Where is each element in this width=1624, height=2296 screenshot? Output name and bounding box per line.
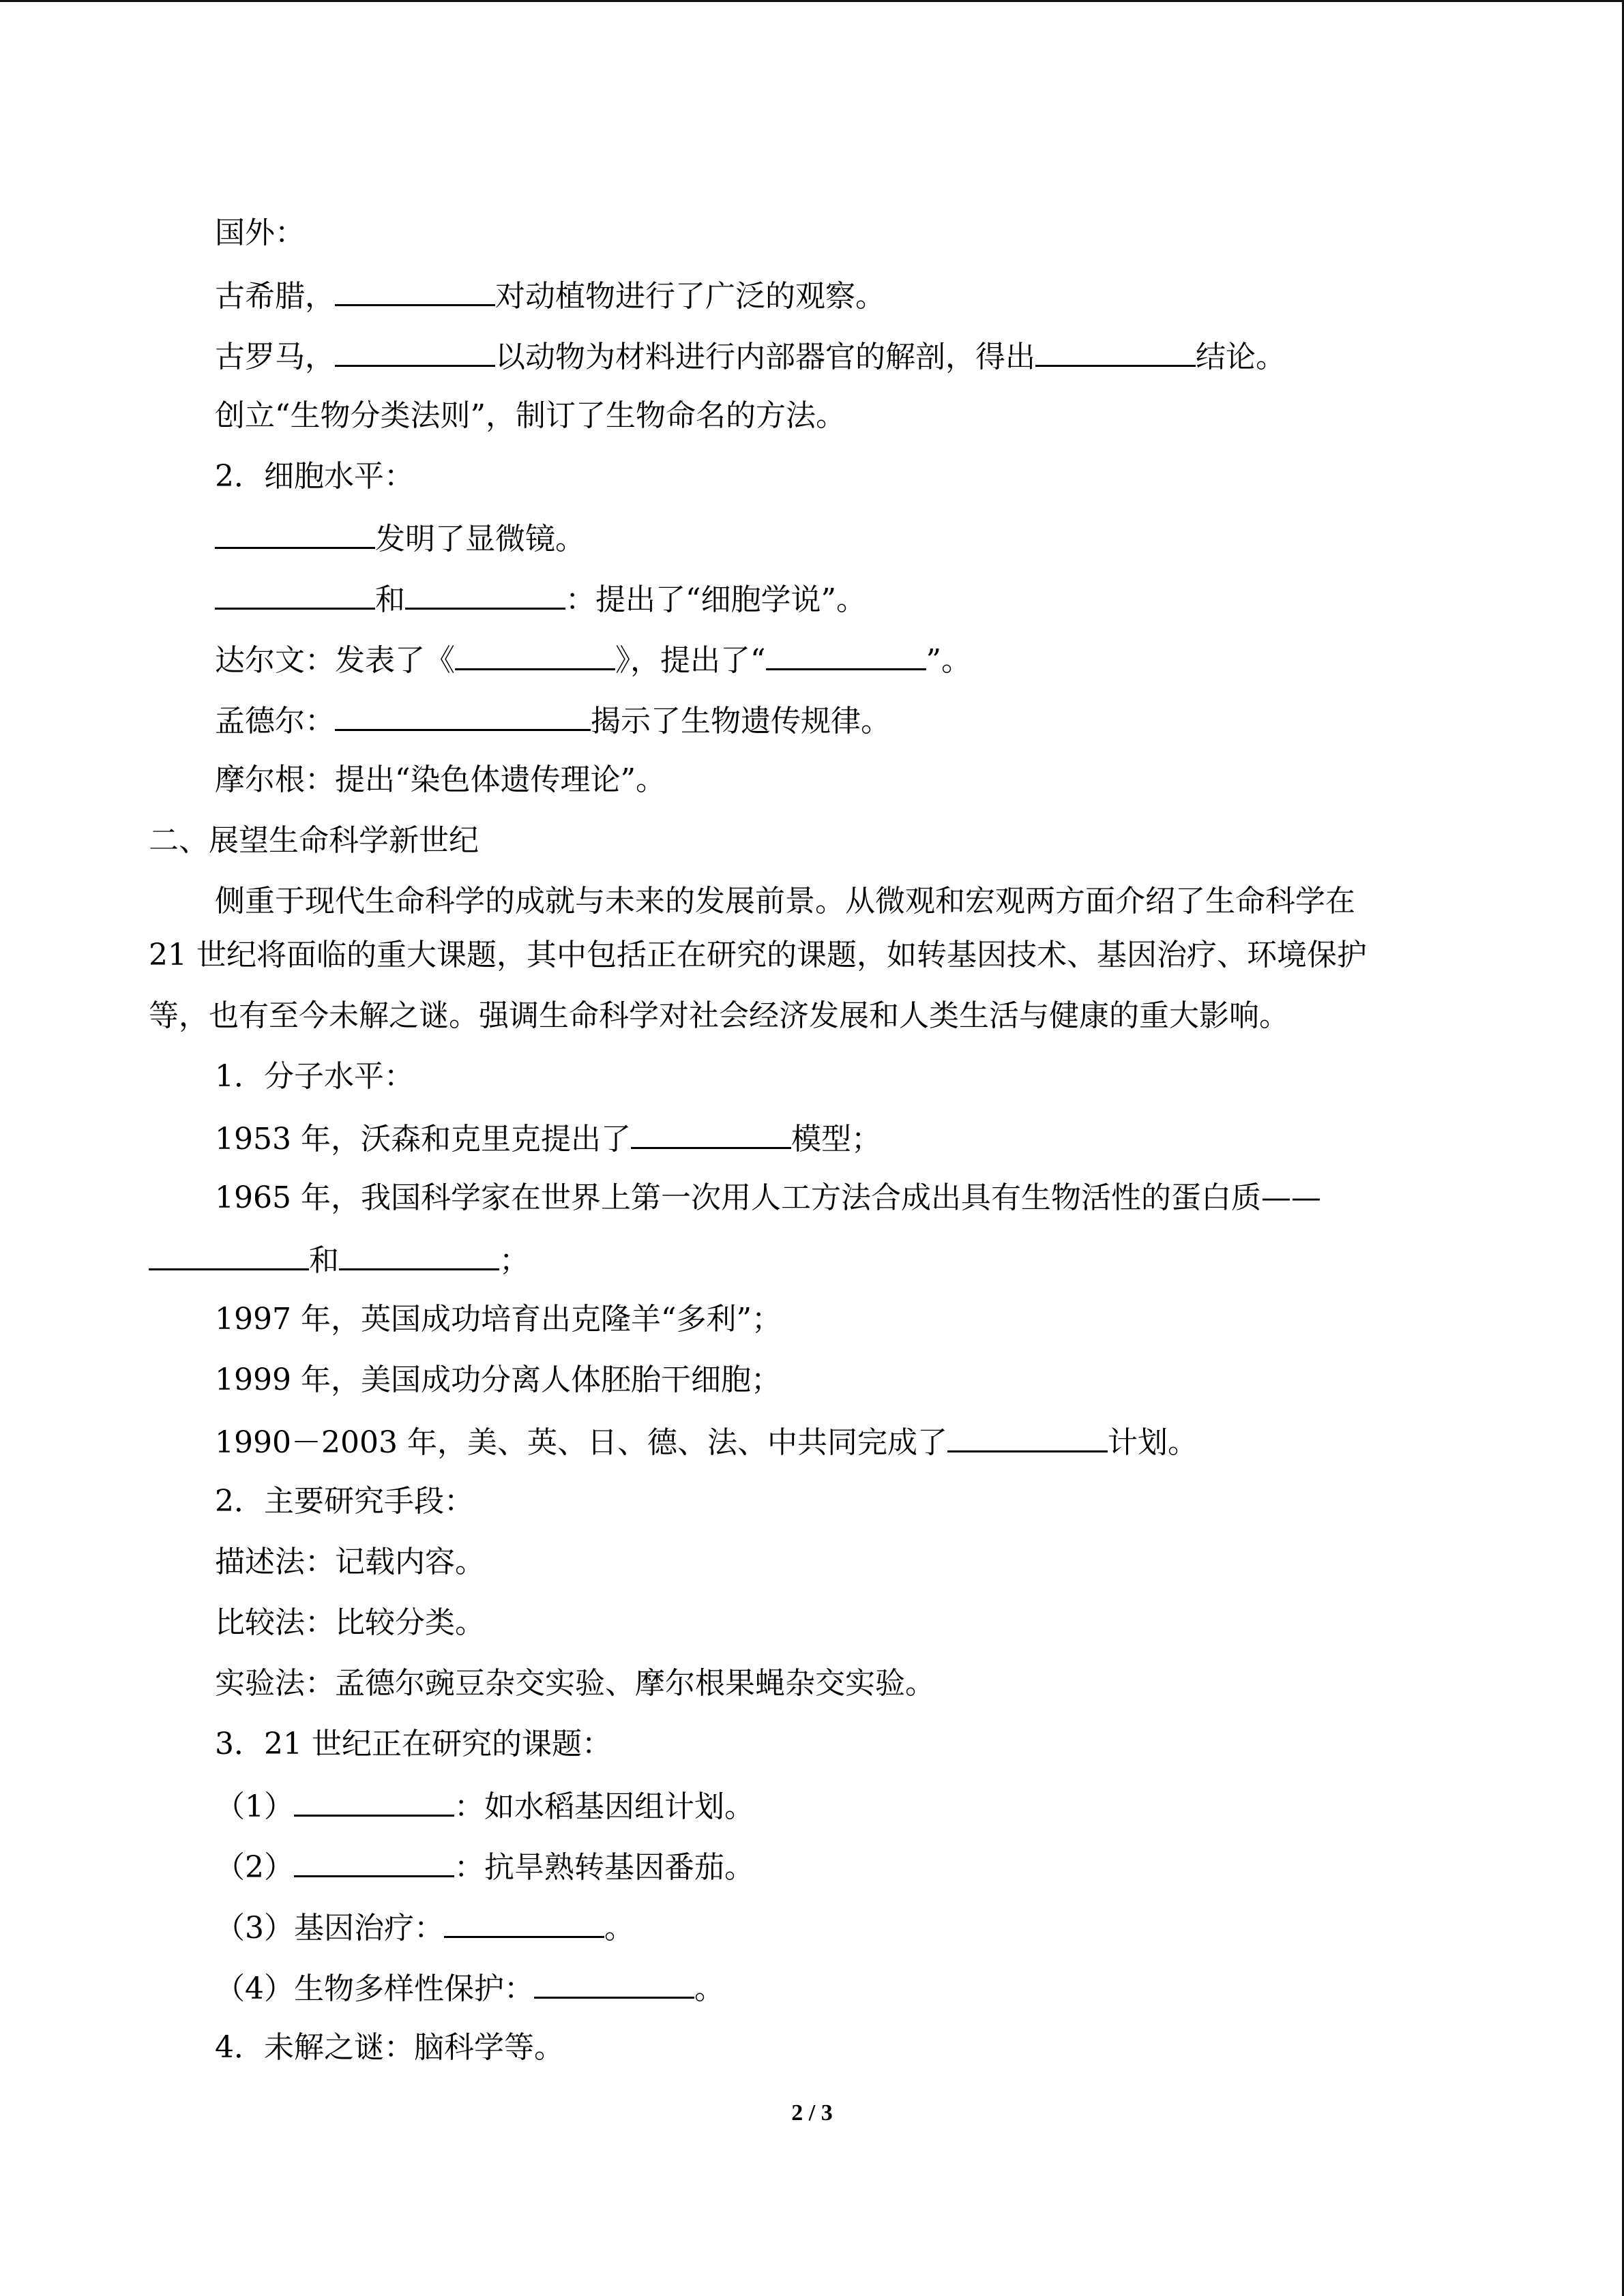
- text-line: 达尔文：发表了《 》，提出了“ ”。: [215, 638, 971, 679]
- text-line: 创立“生物分类法则”，制订了生物命名的方法。: [215, 398, 846, 433]
- text-line: 1990－2003 年，美、英、日、德、法、中共同完成了 计划。: [215, 1420, 1198, 1461]
- fill-blank[interactable]: [534, 1967, 694, 1999]
- text-line: 和 ；: [149, 1238, 529, 1279]
- text-line: 摩尔根：提出“染色体遗传理论”。: [215, 762, 666, 797]
- page-number: 2 / 3: [791, 2100, 833, 2126]
- text-line: 1953 年，沃森和克里克提出了 模型；: [215, 1117, 881, 1158]
- text-line: 1965 年，我国科学家在世界上第一次用人工方法合成出具有生物活性的蛋白质——: [215, 1180, 1321, 1215]
- text-line: 孟德尔： 揭示了生物遗传规律。: [215, 699, 891, 740]
- text-line: 2．主要研究手段：: [215, 1484, 474, 1519]
- text-line: 发明了显微镜。: [215, 517, 585, 558]
- text-line: 1997 年，英国成功培育出克隆羊“多利”；: [215, 1302, 782, 1337]
- fill-blank[interactable]: [149, 1238, 309, 1270]
- text-line: 侧重于现代生命科学的成就与未来的发展前景。从微观和宏观两方面介绍了生命科学在: [215, 884, 1355, 919]
- text-line: 实验法：孟德尔豌豆杂交实验、摩尔根果蝇杂交实验。: [215, 1666, 935, 1701]
- fill-blank[interactable]: [335, 274, 495, 306]
- fill-blank[interactable]: [455, 638, 615, 670]
- text-line: 国外：: [215, 215, 305, 250]
- text-line: 和 ：提出了“细胞学说”。: [215, 578, 866, 618]
- text-line: （4）生物多样性保护： 。: [215, 1967, 724, 2008]
- fill-blank[interactable]: [405, 578, 565, 610]
- fill-blank[interactable]: [444, 1906, 604, 1938]
- text-line: （2） ：抗旱熟转基因番茄。: [215, 1845, 754, 1886]
- fill-blank[interactable]: [1035, 335, 1196, 367]
- fill-blank[interactable]: [766, 638, 926, 670]
- text-line: 古罗马， 以动物为材料进行内部器官的解剖，得出 结论。: [215, 335, 1286, 376]
- text-line: （1） ：如水稻基因组计划。: [215, 1785, 754, 1825]
- text-line: 等，也有至今未解之谜。强调生命科学对社会经济发展和人类生活与健康的重大影响。: [149, 998, 1289, 1033]
- text-line: 1999 年，美国成功分离人体胚胎干细胞；: [215, 1362, 781, 1397]
- fill-blank[interactable]: [631, 1117, 791, 1149]
- text-line: 4．未解之谜：脑科学等。: [215, 2030, 564, 2065]
- text-line: 2．细胞水平：: [215, 459, 414, 494]
- text-line: 3．21 世纪正在研究的课题：: [215, 1727, 612, 1761]
- text-line: （3）基因治疗： 。: [215, 1906, 634, 1947]
- page-border-top: [0, 0, 1624, 2]
- fill-blank[interactable]: [335, 699, 591, 731]
- fill-blank[interactable]: [294, 1845, 454, 1877]
- text-line: 21 世纪将面临的重大课题，其中包括正在研究的课题，如转基因技术、基因治疗、环境保护: [149, 938, 1367, 972]
- text-line: 描述法：记载内容。: [215, 1545, 485, 1579]
- text-line: 1．分子水平：: [215, 1059, 414, 1094]
- text-line: 古希腊， 对动植物进行了广泛的观察。: [215, 274, 885, 315]
- fill-blank[interactable]: [215, 578, 375, 610]
- fill-blank[interactable]: [335, 335, 495, 367]
- section-heading: 二、展望生命科学新世纪: [149, 823, 479, 858]
- text-line: 比较法：比较分类。: [215, 1605, 485, 1640]
- fill-blank[interactable]: [947, 1420, 1108, 1452]
- fill-blank[interactable]: [339, 1238, 499, 1270]
- fill-blank[interactable]: [294, 1785, 454, 1817]
- fill-blank[interactable]: [215, 517, 375, 549]
